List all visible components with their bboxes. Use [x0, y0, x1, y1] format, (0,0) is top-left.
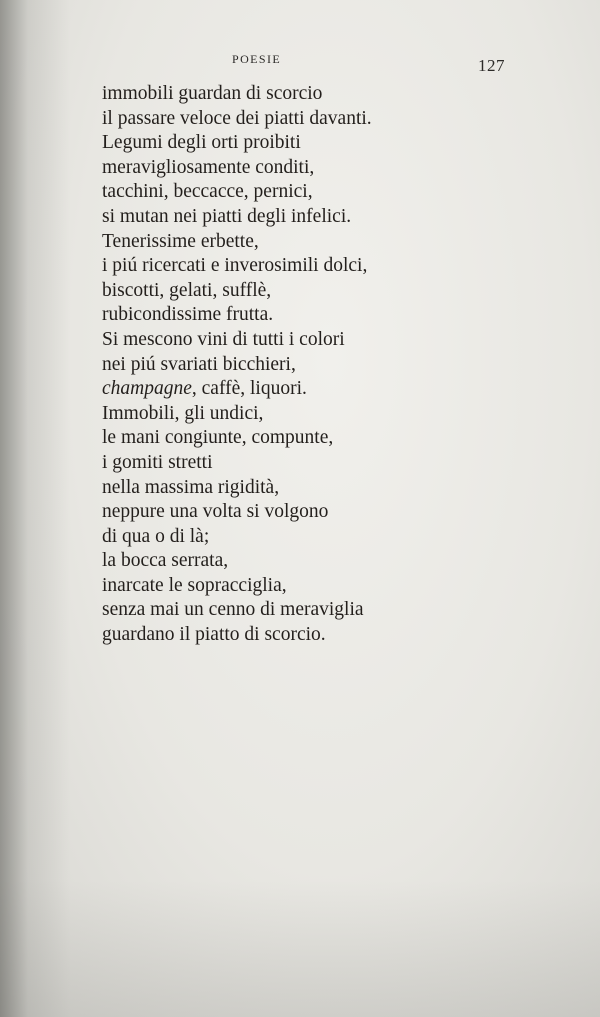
poem-line: guardano il piatto di scorcio.	[102, 624, 326, 646]
italic-word: champagne	[102, 378, 192, 400]
poem-line: Si mescono vini di tutti i colori	[102, 328, 345, 350]
poem-line: le mani congiunte, compunte,	[102, 427, 334, 449]
poem-line: senza mai un cenno di meraviglia	[102, 599, 364, 621]
poem-body	[102, 82, 572, 648]
poem-line-rest: , caffè, liquori.	[191, 378, 307, 400]
poem-line: inarcate le sopracciglia,	[102, 574, 287, 596]
page-number: 127	[478, 56, 505, 75]
running-head: POESIE	[232, 52, 282, 66]
poem-line: tacchini, beccacce, pernici,	[102, 181, 313, 203]
poem-line: Legumi degli orti proibiti	[102, 132, 301, 154]
poem-line: meravigliosamente conditi,	[102, 156, 315, 178]
poem-line: Immobili, gli undici,	[102, 402, 264, 424]
poem-line: si mutan nei piatti degli infelici.	[102, 205, 352, 227]
poem-line: biscotti, gelati, sufflè,	[102, 279, 272, 301]
poem-line: nei piú svariati bicchieri,	[102, 353, 296, 375]
poem-line: i piú ricercati e inverosimili dolci,	[102, 255, 368, 277]
poem-line: il passare veloce dei piatti davanti.	[102, 107, 372, 129]
poem-line: neppure una volta si volgono	[102, 501, 329, 523]
poem-line: Tenerissime erbette,	[102, 230, 259, 252]
poem-line: la bocca serrata,	[102, 550, 229, 572]
poem-line: immobili guardan di scorcio	[102, 83, 323, 104]
poem-line: nella massima rigidità,	[102, 476, 280, 498]
poem-line: i gomiti stretti	[102, 451, 213, 473]
poem-line: rubicondissime frutta.	[102, 304, 274, 326]
poem-line	[102, 377, 572, 402]
poem-line: di qua o di là;	[102, 525, 210, 547]
